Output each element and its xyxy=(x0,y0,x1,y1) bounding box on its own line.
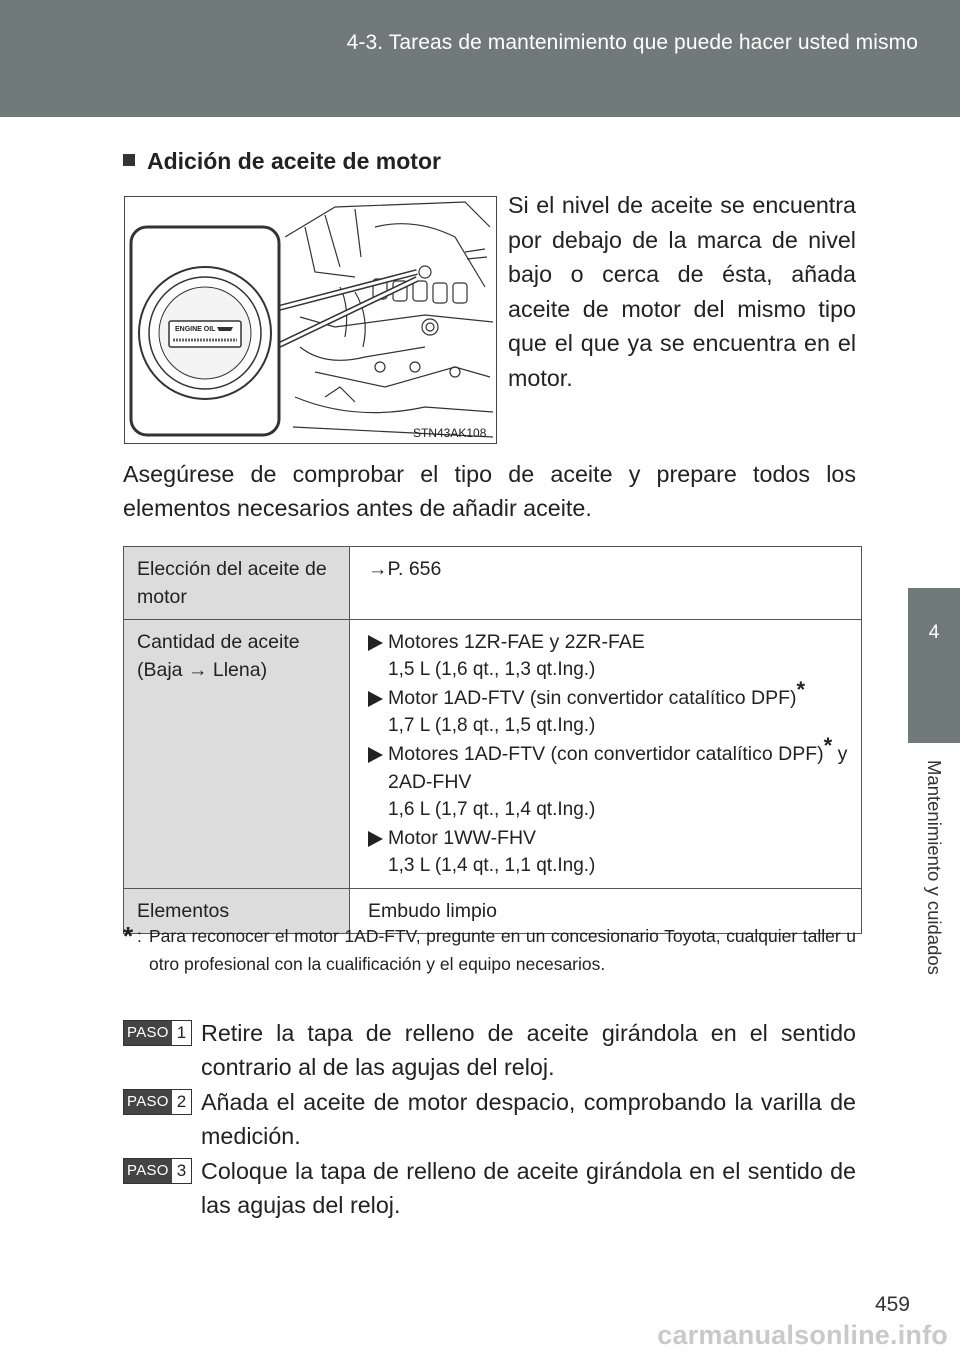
footnote-colon: : xyxy=(137,926,142,946)
asterisk-mark: * xyxy=(823,733,833,758)
triangle-bullet-icon xyxy=(368,635,383,651)
chapter-tab xyxy=(908,588,960,743)
footnote-asterisk: * xyxy=(123,921,134,951)
engine-name: Motores 1AD-FTV (con convertidor catalítico DPF) xyxy=(388,743,824,765)
engine-list xyxy=(350,620,862,889)
asterisk-mark: * xyxy=(796,677,806,702)
engine-illustration xyxy=(124,196,497,444)
table-label: Elección del aceite de motor xyxy=(124,547,350,620)
chapter-label-text: Mantenimiento y cuidados xyxy=(924,760,945,975)
chapter-label xyxy=(921,760,947,1010)
step-text: Coloque la tapa de relleno de aceite girándola en el sentido de las agujas del reloj. xyxy=(201,1158,856,1218)
triangle-bullet-icon xyxy=(368,747,383,763)
engine-name: Motor 1WW-FHV xyxy=(388,827,537,849)
step-badge-number: 1 xyxy=(172,1021,191,1045)
step-badge-number: 3 xyxy=(172,1159,191,1183)
engine-item xyxy=(368,733,851,824)
step-text: Retire la tapa de relleno de aceite girándola en el sentido contrario al de las agujas del reloj. xyxy=(201,1020,856,1080)
engine-item xyxy=(368,824,851,880)
engine-item xyxy=(368,677,851,740)
footnote xyxy=(123,922,856,978)
engine-qty: 1,7 L (1,8 qt., 1,5 qt.Ing.) xyxy=(388,715,596,736)
watermark: carmanualsonline.info xyxy=(657,1320,948,1350)
step-2 xyxy=(123,1085,856,1153)
section-title xyxy=(123,148,441,175)
step-badge-label: PASO xyxy=(124,1021,172,1045)
step-1 xyxy=(123,1016,856,1084)
table-label: Elementos xyxy=(124,889,350,934)
square-bullet-icon xyxy=(123,154,135,166)
page-number: 459 xyxy=(874,1293,910,1316)
table-row xyxy=(124,620,862,889)
intro-text: Si el nivel de aceite se encuentra por debajo de la marca de nivel bajo o cerca de ésta, añada aceite de motor del mismo tipo que el que ya se encuentra en el motor. xyxy=(508,192,856,391)
step-badge xyxy=(123,1158,192,1184)
instruction-paragraph: Asegúrese de comprobar el tipo de aceite y prepare todos los elementos necesarios antes de añadir aceite. xyxy=(123,461,856,521)
oil-spec-table xyxy=(123,546,862,934)
engine-name-suffix: y 2AD-FHV xyxy=(388,743,848,793)
table-label: Cantidad de aceite (Baja → Llena) xyxy=(124,620,350,889)
engine-qty: 1,5 L (1,6 qt., 1,3 qt.Ing.) xyxy=(388,659,596,680)
table-row xyxy=(124,547,862,620)
engine-qty: 1,3 L (1,4 qt., 1,1 qt.Ing.) xyxy=(388,855,596,876)
engine-bay-drawing xyxy=(125,197,496,443)
footnote-text: Para reconocer el motor 1AD-FTV, pregunte en un concesionario Toyota, cualquier taller u otro profesional con la cualificación y el equipo necesarios. xyxy=(149,926,856,974)
figure-code: STN43AK108 xyxy=(413,426,487,440)
triangle-bullet-icon xyxy=(368,691,383,707)
engine-name: Motores 1ZR-FAE y 2ZR-FAE xyxy=(388,631,645,653)
engine-item xyxy=(368,628,851,684)
engine-name: Motor 1AD-FTV (sin convertidor catalítico DPF) xyxy=(388,687,797,709)
table-value: →P. 656 xyxy=(350,547,862,620)
step-3 xyxy=(123,1154,856,1222)
table-value: Embudo limpio xyxy=(350,889,862,934)
step-badge-label: PASO xyxy=(124,1090,172,1114)
chapter-number: 4 xyxy=(928,622,940,643)
page-header xyxy=(0,0,960,117)
step-text: Añada el aceite de motor despacio, comprobando la varilla de medición. xyxy=(201,1089,856,1149)
step-badge-number: 2 xyxy=(172,1090,191,1114)
header-title: 4-3. Tareas de mantenimiento que puede hacer usted mismo xyxy=(346,31,918,54)
triangle-bullet-icon xyxy=(368,831,383,847)
cap-label: ENGINE OIL xyxy=(175,326,216,333)
section-title-text: Adición de aceite de motor xyxy=(147,148,441,174)
step-badge xyxy=(123,1020,192,1046)
step-badge-label: PASO xyxy=(124,1159,172,1183)
step-badge xyxy=(123,1089,192,1115)
engine-qty: 1,6 L (1,7 qt., 1,4 qt.Ing.) xyxy=(388,799,596,820)
